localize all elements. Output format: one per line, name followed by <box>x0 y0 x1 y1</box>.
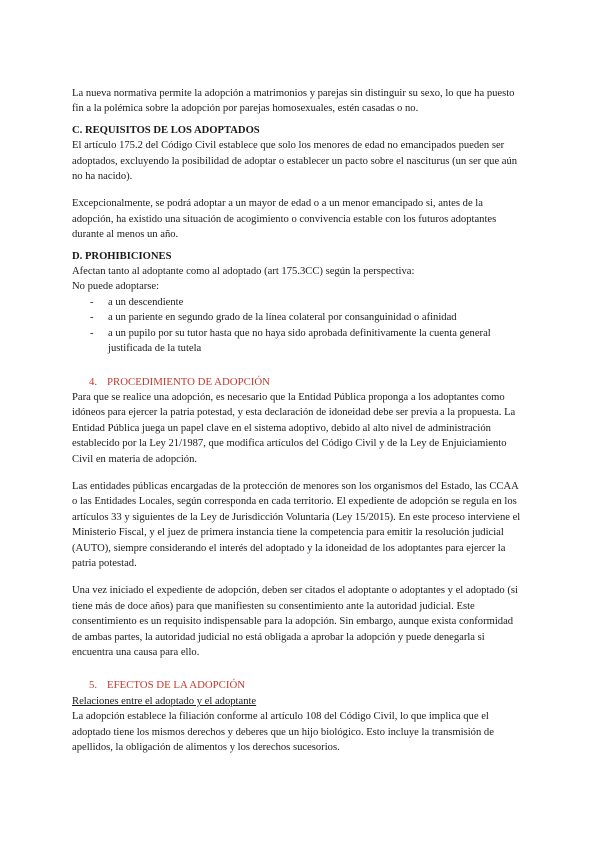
section-d-paragraph-2: No puede adoptarse: <box>72 281 160 293</box>
section-5-heading <box>72 678 525 693</box>
section-d-heading: D. PROHIBICIONES <box>72 250 172 262</box>
section-4-paragraph-2: Las entidades públicas encargadas de la protección de menores son los organismos del Estado, las CCAA o las Entidades Locales, según corresponda en cada territorio. El expediente de adopción se regula en los artículos 33 y siguientes de la Ley de Jurisdicción Voluntaria (Ley 15/2015). En este proceso interviene el Ministerio Fiscal, y el juez de primera instancia tiene la competencia para emitir la resolución judicial (AUTO), siempre considerando el interés del adoptado y la idoneidad de los adoptantes para ejercer la patria potestad. <box>72 480 521 569</box>
intro-paragraph: La nueva normativa permite la adopción a matrimonios y parejas sin distinguir su sexo, lo que ha puesto fin a la polémica sobre la adopción por parejas homosexuales, estén casadas o no. <box>72 88 515 115</box>
prohibitions-list <box>72 295 525 357</box>
section-c-paragraph-2: Excepcionalmente, se podrá adoptar a un mayor de edad o a un menor emancipado si, antes de la adopción, ha existido una situación de acogimiento o convivencia estable con los futuros adoptantes durante al menos un año. <box>72 198 497 241</box>
list-item: - a un pariente en segundo grado de la línea colateral por consanguinidad o afinidad <box>72 310 525 325</box>
section-4-paragraph-3: Una vez iniciado el expediente de adopción, deben ser citados el adoptante o adoptantes y el adoptado (si tiene más de doce años) para que manifiesten su consentimiento ante la autoridad judicial. Este consentimiento es un requisito indispensable para la adopción. Sin embargo, aunque exista conformidad de ambas partes, la autoridad judicial no está obligada a aprobar la adopción y puede denegarla si encuentra una causa para ello. <box>72 585 518 658</box>
dash-bullet: - <box>90 312 94 324</box>
list-item: - a un descendiente <box>72 295 525 310</box>
section-5-subtitle: Relaciones entre el adoptado y el adoptante <box>72 695 257 707</box>
section-c-paragraph-1: El artículo 175.2 del Código Civil establece que solo los menores de edad no emancipados pueden ser adoptados, excluyendo la posibilidad de adoptar o establecer un pacto sobre el nasciturus (un ser que aún no ha nacido). <box>72 140 518 183</box>
section-4-heading <box>72 375 525 390</box>
section-4-number: 4. <box>89 375 98 388</box>
section-5-paragraph-1: La adopción establece la filiación conforme al artículo 108 del Código Civil, lo que implica que el adoptado tiene los mismos derechos y deberes que un hijo biológico. Esto incluye la transmisión de apellidos, la obligación de alimentos y los derechos sucesorios. <box>72 711 494 754</box>
section-4-title: PROCEDIMIENTO DE ADOPCIÓN <box>107 375 270 388</box>
section-5-title: EFECTOS DE LA ADOPCIÓN <box>107 679 246 692</box>
section-d-paragraph-1: Afectan tanto al adoptante como al adoptado (art 175.3CC) según la perspectiva: <box>72 266 415 278</box>
section-5-number: 5. <box>89 679 98 692</box>
section-4-paragraph-1: Para que se realice una adopción, es necesario que la Entidad Pública proponga a los adoptantes como idóneos para ejercer la patria potestad, y esta declaración de idoneidad debe ser previa a la propuesta. La Entidad Pública juega un papel clave en el sistema adoptivo, debido al alto nivel de administración establecido por la Ley 21/1987, que modifica artículos del Código Civil y de la Ley de Enjuiciamiento Civil en materia de adopción. <box>72 391 516 465</box>
dash-bullet: - <box>90 327 94 339</box>
dash-bullet: - <box>90 296 94 308</box>
section-c-heading: C. REQUISITOS DE LOS ADOPTADOS <box>72 124 260 136</box>
list-item: - a un pupilo por su tutor hasta que no haya sido aprobada definitivamente la cuenta general justificada de la tutela <box>90 327 491 355</box>
document-body <box>72 86 525 755</box>
